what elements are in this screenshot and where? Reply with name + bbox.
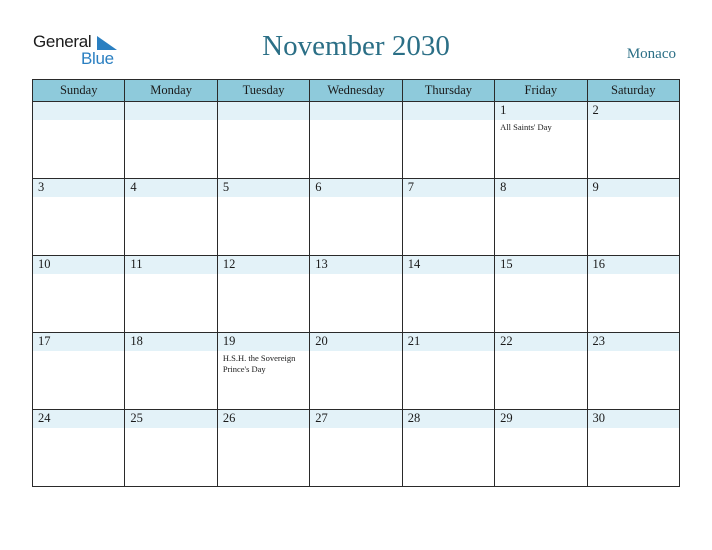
day-number: 2: [592, 103, 599, 117]
day-cell: [402, 256, 494, 333]
day-number: 24: [38, 411, 51, 425]
day-cell: [587, 179, 679, 256]
day-number: 7: [407, 180, 414, 194]
weekday-header: Thursday: [402, 80, 494, 102]
date-band: [403, 179, 494, 197]
weekday-header: Sunday: [33, 80, 125, 102]
day-cell: [217, 102, 309, 179]
day-cell: [310, 256, 402, 333]
date-band: [218, 102, 309, 120]
day-cell: [33, 179, 125, 256]
weekday-header: Friday: [495, 80, 587, 102]
day-cell: [125, 179, 217, 256]
day-number: 26: [222, 411, 236, 425]
date-band: [310, 102, 401, 120]
day-cell: [495, 333, 587, 410]
day-number: 11: [130, 257, 143, 271]
day-cell: [587, 410, 679, 487]
day-number: 28: [407, 411, 421, 425]
week-row: [33, 256, 680, 333]
calendar-grid: [32, 79, 680, 487]
day-cell: [33, 333, 125, 410]
date-band: [588, 179, 679, 197]
day-number: 23: [592, 334, 606, 348]
logo-text-general: General: [33, 32, 92, 51]
day-cell: [310, 333, 402, 410]
day-number: 14: [407, 257, 421, 271]
day-cell: [310, 179, 402, 256]
day-number: 3: [38, 180, 45, 194]
holiday-label: H.S.H. the Sovereign Prince's Day: [222, 353, 296, 374]
day-number: 4: [130, 180, 137, 194]
day-number: 6: [315, 180, 322, 194]
page-title: November 2030: [262, 30, 450, 62]
day-number: 13: [315, 257, 328, 271]
day-number: 17: [38, 334, 51, 348]
day-cell: [217, 256, 309, 333]
day-number: 1: [500, 103, 507, 117]
date-band: [495, 102, 586, 120]
day-cell: [33, 256, 125, 333]
day-number: 16: [592, 257, 606, 271]
weekday-header: Wednesday: [310, 80, 402, 102]
date-band: [125, 102, 216, 120]
week-row: [33, 410, 680, 487]
holiday-label: All Saints' Day: [500, 122, 552, 132]
day-number: 27: [315, 411, 328, 425]
day-number: 5: [222, 180, 230, 194]
day-cell: [495, 102, 587, 179]
day-cell: [495, 256, 587, 333]
day-cell: [125, 256, 217, 333]
day-cell: [33, 102, 125, 179]
weekday-header: Saturday: [587, 80, 679, 102]
day-cell: [217, 410, 309, 487]
day-number: 29: [500, 411, 513, 425]
weekday-header: Tuesday: [217, 80, 309, 102]
day-number: 18: [130, 334, 143, 348]
day-cell: [217, 333, 309, 410]
day-cell: [125, 333, 217, 410]
day-cell: [402, 179, 494, 256]
date-band: [218, 179, 309, 197]
date-band: [125, 179, 216, 197]
day-number: 9: [592, 180, 599, 194]
weekday-header-row: [33, 80, 680, 102]
day-number: 30: [592, 411, 606, 425]
day-cell: [125, 410, 217, 487]
date-band: [33, 102, 124, 120]
date-band: [33, 179, 124, 197]
day-number: 20: [315, 334, 328, 348]
logo-text-blue: Blue: [81, 49, 114, 68]
day-cell: [402, 410, 494, 487]
day-cell: [125, 102, 217, 179]
week-row: [33, 179, 680, 256]
day-cell: [33, 410, 125, 487]
day-cell: [495, 179, 587, 256]
country-label: Monaco: [626, 46, 676, 62]
date-band: [588, 102, 679, 120]
day-cell: [587, 102, 679, 179]
day-cell: [587, 256, 679, 333]
day-cell: [310, 410, 402, 487]
date-band: [310, 179, 401, 197]
date-band: [403, 102, 494, 120]
weekday-header: Monday: [125, 80, 217, 102]
week-row: [33, 333, 680, 410]
day-number: 19: [222, 334, 236, 348]
calendar-body: [33, 102, 680, 487]
day-cell: [587, 333, 679, 410]
day-cell: [310, 102, 402, 179]
day-number: 21: [407, 334, 421, 348]
day-cell: [495, 410, 587, 487]
day-cell: [402, 333, 494, 410]
day-cell: [217, 179, 309, 256]
week-row: [33, 102, 680, 179]
day-number: 12: [222, 257, 236, 271]
day-cell: [402, 102, 494, 179]
day-number: 22: [500, 334, 513, 348]
day-number: 10: [38, 257, 51, 271]
day-number: 8: [500, 180, 507, 194]
date-band: [495, 179, 586, 197]
day-number: 15: [500, 257, 513, 271]
day-number: 25: [130, 411, 143, 425]
